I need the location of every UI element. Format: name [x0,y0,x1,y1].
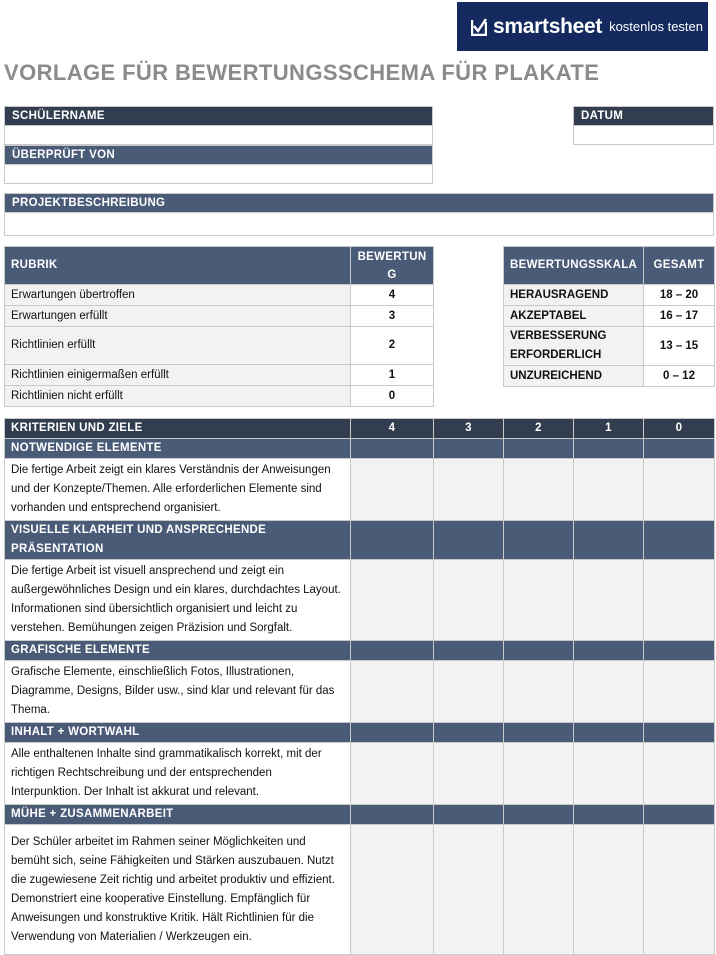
scale-row [504,285,715,306]
reviewed-by-label: ÜBERPRÜFT VON [4,145,433,165]
rubric-score: 3 [351,306,434,327]
student-name-field[interactable] [4,125,433,145]
student-name-label: SCHÜLERNAME [4,106,433,126]
total-header: GESAMT [644,247,715,285]
scale-label: AKZEPTABEL [504,306,644,327]
score-col-2: 2 [504,419,574,439]
score-cell[interactable] [504,661,574,723]
score-cell[interactable] [504,825,574,955]
scale-row [504,366,715,387]
date-field[interactable] [573,125,714,145]
rubric-label: Richtlinien erfüllt [5,327,351,365]
rubric-score: 2 [351,327,434,365]
scale-range: 13 – 15 [644,327,715,366]
scale-header: BEWERTUNGSSKALA [504,247,644,285]
score-cell[interactable] [434,459,504,521]
section-description: Die fertige Arbeit ist visuell ansprechend und zeigt ein außergewöhnliches Design und ein klares, durchdachtes Layout. Informationen sind übersichtlich organisiert und leicht zu verstehen. Bemühungen zeigen Präzision und Sorgfalt. [5,560,351,641]
smartsheet-logo-icon [471,18,487,36]
brand-name: smartsheet [493,14,603,38]
smartsheet-banner[interactable] [457,2,708,51]
score-cell[interactable] [644,825,715,955]
score-cell[interactable] [434,560,504,641]
trial-link[interactable]: kostenlos testen [609,19,704,34]
rubric-label: Erwartungen erfüllt [5,306,351,327]
score-cell[interactable] [351,661,434,723]
score-cell[interactable] [644,560,715,641]
score-cell[interactable] [644,459,715,521]
rubric-row [5,327,434,365]
rubric-table [4,246,434,407]
score-cell[interactable] [574,743,644,805]
date-label: DATUM [573,106,714,126]
page-title: VORLAGE FÜR BEWERTUNGSSCHEMA FÜR PLAKATE [4,60,600,85]
score-col-1: 1 [574,419,644,439]
rubric-row [5,285,434,306]
rubric-row [5,365,434,386]
rubric-score: 4 [351,285,434,306]
rubric-label: Erwartungen übertroffen [5,285,351,306]
score-cell[interactable] [434,743,504,805]
score-cell[interactable] [351,825,434,955]
section-description: Grafische Elemente, einschließlich Fotos, Illustrationen, Diagramme, Designs, Bilder usw., sind klar und relevant für das Thema. [5,661,351,723]
section-title: MÜHE + ZUSAMMENARBEIT [5,805,351,825]
score-cell[interactable] [504,743,574,805]
rubric-row [5,306,434,327]
score-cell[interactable] [574,661,644,723]
scale-row [504,306,715,327]
score-cell[interactable] [504,459,574,521]
score-col-4: 4 [351,419,434,439]
score-cell[interactable] [574,825,644,955]
score-col-0: 0 [644,419,715,439]
scale-label: VERBESSERUNG ERFORDERLICH [504,327,644,366]
scale-range: 16 – 17 [644,306,715,327]
score-cell[interactable] [434,661,504,723]
rating-header: BEWERTUNG [351,247,434,285]
score-cell[interactable] [644,743,715,805]
score-col-3: 3 [434,419,504,439]
scale-label: UNZUREICHEND [504,366,644,387]
section-title: GRAFISCHE ELEMENTE [5,641,351,661]
scale-table [503,246,715,387]
scale-range: 18 – 20 [644,285,715,306]
section-title: VISUELLE KLARHEIT UND ANSPRECHENDE PRÄSENTATION [5,521,351,560]
score-cell[interactable] [351,560,434,641]
section-title: INHALT + WORTWAHL [5,723,351,743]
score-cell[interactable] [434,825,504,955]
rubric-score: 1 [351,365,434,386]
score-cell[interactable] [574,560,644,641]
project-description-label: PROJEKTBESCHREIBUNG [4,193,714,213]
score-cell[interactable] [574,459,644,521]
section-description: Der Schüler arbeitet im Rahmen seiner Möglichkeiten und bemüht sich, seine Fähigkeiten und Stärken auszubauen. Nutzt die zugewiesene Zeit richtig und arbeitet produktiv und effizient. Demonstriert eine kooperative Einstellung. Empfänglich für Anweisungen und konstruktive Kritik. Hält Richtlinien für die Verwendung von Materialien / Werkzeugen ein. [5,825,351,955]
scale-row [504,327,715,366]
criteria-header: KRITERIEN UND ZIELE [5,419,351,439]
scale-label: HERAUSRAGEND [504,285,644,306]
rubric-label: Richtlinien nicht erfüllt [5,386,351,407]
rubric-score: 0 [351,386,434,407]
section-description: Alle enthaltenen Inhalte sind grammatikalisch korrekt, mit der richtigen Rechtschreibung und der entsprechenden Interpunktion. Der Inhalt ist akkurat und relevant. [5,743,351,805]
score-cell[interactable] [644,661,715,723]
rubric-label: Richtlinien einigermaßen erfüllt [5,365,351,386]
scale-range: 0 – 12 [644,366,715,387]
score-cell[interactable] [351,743,434,805]
rubric-header: RUBRIK [5,247,351,285]
reviewed-by-field[interactable] [4,164,433,184]
section-title: NOTWENDIGE ELEMENTE [5,439,351,459]
project-description-field[interactable] [4,212,714,236]
section-description: Die fertige Arbeit zeigt ein klares Verständnis der Anweisungen und der Konzepte/Themen. Alle erforderlichen Elemente sind vorhanden und entsprechend organisiert. [5,459,351,521]
score-cell[interactable] [351,459,434,521]
rubric-row [5,386,434,407]
score-cell[interactable] [504,560,574,641]
criteria-table [4,418,715,955]
